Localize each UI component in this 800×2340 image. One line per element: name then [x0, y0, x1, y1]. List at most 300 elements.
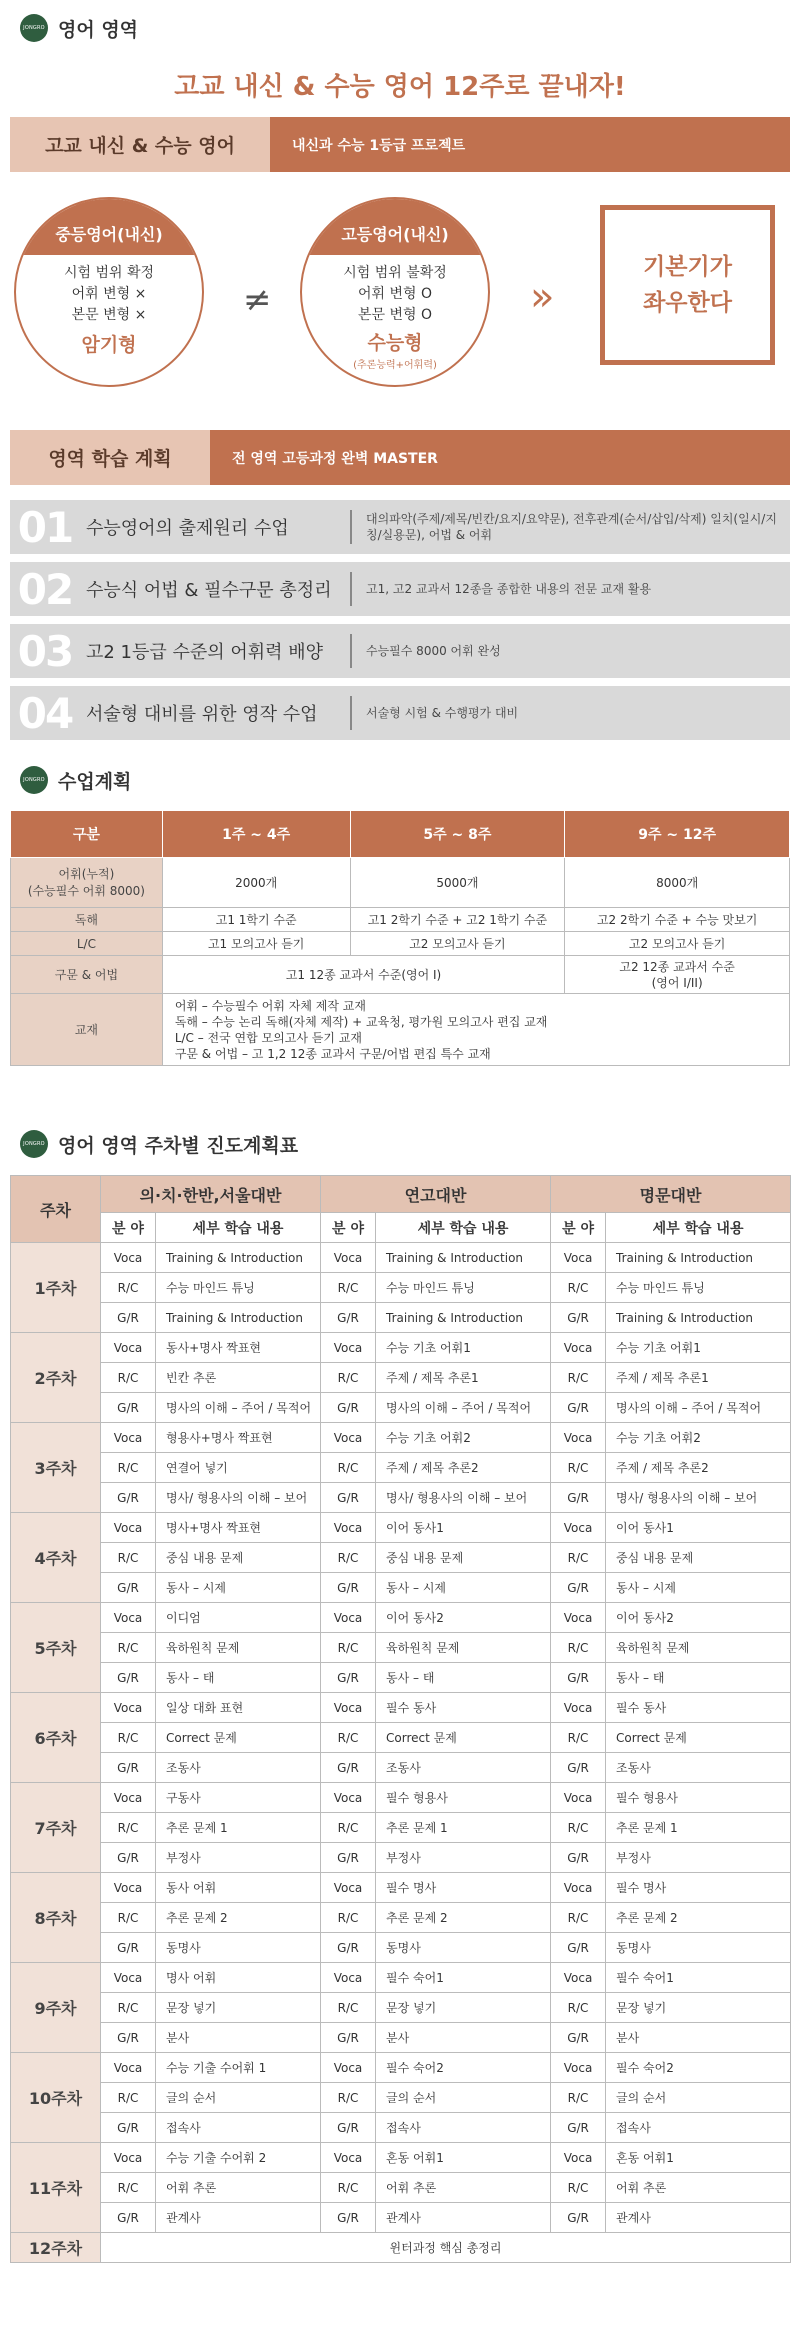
category-cell: Voca: [551, 1423, 606, 1453]
detail-cell: 추론 문제 2: [606, 1903, 791, 1933]
table-row: [11, 1933, 791, 1963]
high-school-circle: [300, 197, 490, 387]
table-row: [11, 2053, 791, 2083]
cell-line: 고2 12종 교과서 수준: [619, 959, 735, 974]
circle-subtext: (추론능력+어휘력): [353, 360, 437, 371]
detail-cell: 동명사: [376, 1933, 551, 1963]
circle-line: 시험 범위 불확정: [343, 265, 447, 281]
table-cell: 고1 12종 교과서 수준(영어 I): [162, 956, 564, 994]
section-title: 영어 영역: [58, 18, 139, 41]
detail-cell: 글의 순서: [606, 2083, 791, 2113]
detail-cell: 분사: [156, 2023, 321, 2053]
circle-type: 암기형: [81, 334, 137, 356]
category-cell: R/C: [321, 1363, 376, 1393]
table-row: [11, 2023, 791, 2053]
band-left-label: 영역 학습 계획: [10, 430, 210, 485]
category-cell: Voca: [101, 1243, 156, 1273]
table-row: [11, 1903, 791, 1933]
category-cell: G/R: [101, 1573, 156, 1603]
week-label: 6주차: [11, 1693, 101, 1783]
detail-cell: 명사의 이해 – 주어 / 목적어: [376, 1393, 551, 1423]
plan-item: [10, 562, 790, 616]
week-label: 5주차: [11, 1603, 101, 1693]
detail-cell: 주제 / 제목 추론2: [376, 1453, 551, 1483]
detail-cell: Training & Introduction: [376, 1303, 551, 1333]
table-cell: 2000개: [162, 858, 350, 908]
detail-cell: Correct 문제: [156, 1723, 321, 1753]
category-cell: G/R: [551, 1933, 606, 1963]
week-label: 3주차: [11, 1423, 101, 1513]
detail-cell: 수능 기출 수어휘 1: [156, 2053, 321, 2083]
plan-item-name: 수능식 어법 & 필수구문 총정리: [86, 580, 332, 601]
circle-line: 본문 변형 O: [357, 307, 433, 323]
detail-cell: 글의 순서: [156, 2083, 321, 2113]
category-cell: R/C: [321, 1543, 376, 1573]
detail-cell: 육하원칙 문제: [376, 1633, 551, 1663]
study-plan-band: [10, 430, 790, 485]
section-title: 수업계획: [58, 770, 132, 793]
detail-cell: 육하원칙 문제: [606, 1633, 791, 1663]
detail-cell: 혼동 어휘1: [376, 2143, 551, 2173]
detail-cell: 동사 – 태: [156, 1663, 321, 1693]
table-row: [11, 1723, 791, 1753]
detail-cell: 수능 기초 어휘2: [376, 1423, 551, 1453]
category-cell: G/R: [551, 1303, 606, 1333]
category-cell: G/R: [101, 1393, 156, 1423]
week-label: 9주차: [11, 1963, 101, 2053]
detail-cell: 주제 / 제목 추론2: [606, 1453, 791, 1483]
plan-item-desc: 대의파악(주제/제목/빈칸/요지/요약문), 전후관계(순서/삽입/삭제) 일치(일시/지칭/실용문), 어법 & 어휘: [366, 512, 777, 542]
category-cell: Voca: [321, 2143, 376, 2173]
plan-item-number: 04: [17, 688, 73, 738]
detail-cell: Training & Introduction: [606, 1243, 791, 1273]
table-cell: 고2 모의고사 듣기: [350, 932, 565, 956]
table-header: 9주 ~ 12주: [565, 811, 790, 858]
group-header: 연고대반: [321, 1176, 551, 1213]
category-cell: Voca: [551, 1603, 606, 1633]
detail-cell: 글의 순서: [376, 2083, 551, 2113]
plan-item: [10, 686, 790, 740]
category-cell: G/R: [551, 2113, 606, 2143]
category-cell: G/R: [321, 1573, 376, 1603]
week-label: 8주차: [11, 1873, 101, 1963]
category-cell: R/C: [101, 1993, 156, 2023]
table-row: [11, 2233, 791, 2263]
week-column-header: 주차: [11, 1176, 101, 1243]
circle-title: 고등영어(내신): [302, 199, 488, 255]
category-cell: Voca: [551, 1333, 606, 1363]
detail-cell: 이어 동사2: [376, 1603, 551, 1633]
detail-cell: Training & Introduction: [606, 1303, 791, 1333]
table-row: [11, 2113, 791, 2143]
double-chevron-icon: »: [530, 274, 547, 320]
detail-cell: 동명사: [156, 1933, 321, 1963]
section-header-weekly: [20, 1130, 298, 1158]
sub-header: 분 야: [101, 1213, 156, 1243]
detail-cell: Training & Introduction: [156, 1243, 321, 1273]
material-line: 구문 & 어법 – 고 1,2 12종 교과서 구문/어법 편집 특수 교재: [174, 1046, 491, 1061]
detail-cell: Training & Introduction: [156, 1303, 321, 1333]
category-cell: R/C: [551, 1363, 606, 1393]
category-cell: G/R: [321, 1393, 376, 1423]
table-cell: 고1 2학기 수준 + 고2 1학기 수준: [350, 908, 565, 932]
material-line: 어휘 – 수능필수 어휘 자체 제작 교재: [174, 998, 366, 1013]
category-cell: R/C: [551, 1543, 606, 1573]
table-row: [11, 1753, 791, 1783]
category-cell: Voca: [101, 1783, 156, 1813]
category-cell: G/R: [321, 1663, 376, 1693]
detail-cell: 어휘 추론: [376, 2173, 551, 2203]
category-cell: G/R: [551, 2203, 606, 2233]
detail-cell: 필수 명사: [376, 1873, 551, 1903]
category-cell: Voca: [101, 1963, 156, 1993]
table-row: [11, 1273, 791, 1303]
plan-item-number: 02: [17, 564, 73, 614]
table-row: [11, 1513, 791, 1543]
table-row: [11, 908, 790, 932]
week-label: 1주차: [11, 1243, 101, 1333]
category-cell: Voca: [101, 2053, 156, 2083]
page-title: 고교 내신 & 수능 영어 12주로 끝내자!: [174, 72, 626, 102]
detail-cell: Correct 문제: [606, 1723, 791, 1753]
table-row: [11, 1603, 791, 1633]
detail-cell: 동사 – 시제: [606, 1573, 791, 1603]
detail-cell: 혼동 어휘1: [606, 2143, 791, 2173]
row-header-line: (수능필수 어휘 8000): [27, 883, 145, 898]
plan-item-desc: 고1, 고2 교과서 12종을 종합한 내용의 전문 교재 활용: [366, 582, 652, 596]
circle-type: 수능형: [367, 332, 423, 354]
category-cell: R/C: [321, 1903, 376, 1933]
table-row: [11, 1813, 791, 1843]
table-cell: [565, 956, 790, 994]
logo-icon: JONGRO: [20, 766, 48, 794]
table-row: [11, 1303, 791, 1333]
category-cell: Voca: [321, 1513, 376, 1543]
detail-cell: 이어 동사1: [376, 1513, 551, 1543]
category-cell: Voca: [101, 1423, 156, 1453]
category-cell: Voca: [321, 1693, 376, 1723]
detail-cell: 부정사: [376, 1843, 551, 1873]
detail-cell: 필수 명사: [606, 1873, 791, 1903]
category-cell: R/C: [551, 2083, 606, 2113]
detail-cell: 필수 숙어1: [606, 1963, 791, 1993]
band-left-label: 고교 내신 & 수능 영어: [10, 117, 270, 172]
category-cell: Voca: [321, 1963, 376, 1993]
detail-cell: 동사 – 시제: [156, 1573, 321, 1603]
detail-cell: 동사 – 태: [606, 1663, 791, 1693]
detail-cell: 필수 형용사: [606, 1783, 791, 1813]
section-title: 영어 영역 주차별 진도계획표: [58, 1134, 299, 1157]
table-cell: 고1 모의고사 듣기: [162, 932, 350, 956]
detail-cell: 접속사: [376, 2113, 551, 2143]
category-cell: G/R: [551, 1843, 606, 1873]
detail-cell: 문장 넣기: [606, 1993, 791, 2023]
detail-cell: 추론 문제 1: [156, 1813, 321, 1843]
logo-icon: JONGRO: [20, 1130, 48, 1158]
table-row: [11, 1363, 791, 1393]
category-cell: Voca: [321, 1783, 376, 1813]
category-cell: Voca: [321, 1873, 376, 1903]
table-row: [11, 1333, 791, 1363]
category-cell: G/R: [101, 1483, 156, 1513]
detail-cell: 명사/ 형용사의 이해 – 보어: [156, 1483, 321, 1513]
category-cell: R/C: [321, 1273, 376, 1303]
table-header: 1주 ~ 4주: [162, 811, 350, 858]
detail-cell: 동명사: [606, 1933, 791, 1963]
table-row: [11, 2143, 791, 2173]
section-header-english: [20, 14, 138, 42]
detail-cell: 추론 문제 2: [376, 1903, 551, 1933]
category-cell: G/R: [551, 1663, 606, 1693]
category-cell: Voca: [551, 2143, 606, 2173]
table-cell: 고1 1학기 수준: [162, 908, 350, 932]
circle-line: 어휘 변형 ×: [71, 286, 147, 302]
logo-icon: JONGRO: [20, 14, 48, 42]
detail-cell: 필수 동사: [376, 1693, 551, 1723]
detail-cell: Correct 문제: [376, 1723, 551, 1753]
detail-cell: 명사의 이해 – 주어 / 목적어: [156, 1393, 321, 1423]
table-row: [11, 1453, 791, 1483]
row-header: L/C: [11, 932, 163, 956]
table-row: [11, 1663, 791, 1693]
detail-cell: 빈칸 추론: [156, 1363, 321, 1393]
detail-cell: 이어 동사1: [606, 1513, 791, 1543]
table-row: [11, 1243, 791, 1273]
plan-item: [10, 624, 790, 678]
table-cell: 고2 2학기 수준 + 수능 맛보기: [565, 908, 790, 932]
category-cell: R/C: [551, 1723, 606, 1753]
row-header: 교재: [11, 994, 163, 1066]
weekly-table-body: [11, 1243, 791, 2233]
category-cell: R/C: [551, 2173, 606, 2203]
table-header-row: [11, 811, 790, 858]
category-cell: Voca: [101, 1603, 156, 1633]
category-cell: Voca: [101, 1693, 156, 1723]
detail-cell: 필수 형용사: [376, 1783, 551, 1813]
category-cell: R/C: [321, 1993, 376, 2023]
detail-cell: 이어 동사2: [606, 1603, 791, 1633]
detail-cell: 명사/ 형용사의 이해 – 보어: [606, 1483, 791, 1513]
category-cell: R/C: [101, 2083, 156, 2113]
category-cell: R/C: [551, 1993, 606, 2023]
table-row: [11, 994, 790, 1066]
sub-header: 분 야: [551, 1213, 606, 1243]
category-cell: G/R: [551, 1483, 606, 1513]
table-cell: 5000개: [350, 858, 565, 908]
category-cell: Voca: [551, 1783, 606, 1813]
class-plan-table: [10, 810, 790, 1066]
category-cell: G/R: [321, 1483, 376, 1513]
category-cell: Voca: [321, 1603, 376, 1633]
week-label: 12주차: [11, 2233, 101, 2263]
table-row: [11, 1393, 791, 1423]
category-cell: Voca: [321, 2053, 376, 2083]
category-cell: Voca: [101, 1333, 156, 1363]
week-label: 10주차: [11, 2053, 101, 2143]
cell-line: (영어 I/II): [651, 975, 703, 990]
plan-item-number: 03: [17, 626, 73, 676]
detail-cell: 구동사: [156, 1783, 321, 1813]
detail-cell: 중심 내용 문제: [376, 1543, 551, 1573]
detail-cell: 어휘 추론: [156, 2173, 321, 2203]
category-cell: R/C: [321, 1813, 376, 1843]
category-cell: Voca: [551, 1873, 606, 1903]
material-line: L/C – 전국 연합 모의고사 듣기 교재: [174, 1030, 362, 1045]
band-right-label: 전 영역 고등과정 완벽 MASTER: [210, 430, 790, 485]
detail-cell: 수능 기출 수어휘 2: [156, 2143, 321, 2173]
category-cell: G/R: [321, 1843, 376, 1873]
table-row: [11, 1873, 791, 1903]
category-cell: G/R: [101, 1843, 156, 1873]
detail-cell: 필수 숙어2: [376, 2053, 551, 2083]
table-row: [11, 1843, 791, 1873]
category-cell: G/R: [101, 1933, 156, 1963]
final-week-cell: 윈터과정 핵심 총정리: [101, 2233, 791, 2263]
detail-cell: 이디엄: [156, 1603, 321, 1633]
key-line: 좌우한다: [643, 290, 732, 316]
table-row: [11, 2203, 791, 2233]
detail-cell: 수능 기초 어휘2: [606, 1423, 791, 1453]
detail-cell: 필수 동사: [606, 1693, 791, 1723]
detail-cell: 추론 문제 2: [156, 1903, 321, 1933]
category-cell: G/R: [101, 1753, 156, 1783]
week-label: 7주차: [11, 1783, 101, 1873]
detail-cell: 동사+명사 짝표현: [156, 1333, 321, 1363]
detail-cell: 명사/ 형용사의 이해 – 보어: [376, 1483, 551, 1513]
category-cell: Voca: [321, 1243, 376, 1273]
category-cell: G/R: [321, 2203, 376, 2233]
group-header: 명문대반: [551, 1176, 791, 1213]
detail-cell: 연결어 넣기: [156, 1453, 321, 1483]
category-cell: G/R: [321, 2023, 376, 2053]
detail-cell: 명사+명사 짝표현: [156, 1513, 321, 1543]
detail-cell: Training & Introduction: [376, 1243, 551, 1273]
table-row: [11, 1543, 791, 1573]
category-cell: R/C: [101, 1543, 156, 1573]
detail-cell: 어휘 추론: [606, 2173, 791, 2203]
circle-line: 본문 변형 ×: [71, 307, 147, 323]
table-row: [11, 1783, 791, 1813]
sub-header: 세부 학습 내용: [156, 1213, 321, 1243]
detail-cell: 필수 숙어1: [376, 1963, 551, 1993]
table-row: [11, 1483, 791, 1513]
category-cell: R/C: [101, 1633, 156, 1663]
category-cell: G/R: [551, 1393, 606, 1423]
detail-cell: 동사 어휘: [156, 1873, 321, 1903]
intro-band: [10, 117, 790, 172]
category-cell: R/C: [321, 1633, 376, 1663]
category-cell: R/C: [101, 1813, 156, 1843]
detail-cell: 수능 마인드 튜닝: [606, 1273, 791, 1303]
group-header: 의·치·한반,서울대반: [101, 1176, 321, 1213]
category-cell: R/C: [551, 1813, 606, 1843]
category-cell: R/C: [551, 1273, 606, 1303]
category-cell: Voca: [551, 2053, 606, 2083]
category-cell: G/R: [321, 1303, 376, 1333]
week-label: 2주차: [11, 1333, 101, 1423]
row-header: [11, 858, 163, 908]
category-cell: Voca: [551, 1963, 606, 1993]
circle-line: 시험 범위 확정: [63, 265, 155, 281]
detail-cell: 접속사: [606, 2113, 791, 2143]
detail-cell: 수능 마인드 튜닝: [156, 1273, 321, 1303]
category-cell: Voca: [551, 1243, 606, 1273]
category-cell: R/C: [101, 1453, 156, 1483]
table-row: [11, 956, 790, 994]
detail-cell: 문장 넣기: [376, 1993, 551, 2023]
table-row: [11, 1423, 791, 1453]
category-cell: G/R: [321, 1753, 376, 1783]
row-header: 독해: [11, 908, 163, 932]
plan-item-number: 01: [17, 502, 73, 552]
category-cell: G/R: [551, 2023, 606, 2053]
table-header: 5주 ~ 8주: [350, 811, 565, 858]
detail-cell: 수능 기초 어휘1: [376, 1333, 551, 1363]
detail-cell: 관계사: [606, 2203, 791, 2233]
detail-cell: 형용사+명사 짝표현: [156, 1423, 321, 1453]
category-cell: R/C: [101, 1723, 156, 1753]
detail-cell: 동사 – 태: [376, 1663, 551, 1693]
category-cell: G/R: [101, 2203, 156, 2233]
plan-item-name: 서술형 대비를 위한 영작 수업: [86, 704, 318, 725]
category-cell: G/R: [551, 1753, 606, 1783]
table-row: [11, 1963, 791, 1993]
band-right-label: 내신과 수능 1등급 프로젝트: [270, 117, 790, 172]
detail-cell: 조동사: [376, 1753, 551, 1783]
detail-cell: 일상 대화 표현: [156, 1693, 321, 1723]
category-cell: Voca: [321, 1333, 376, 1363]
circle-line: 어휘 변형 O: [357, 286, 433, 302]
category-cell: G/R: [551, 1573, 606, 1603]
detail-cell: 추론 문제 1: [376, 1813, 551, 1843]
table-header: 구분: [11, 811, 163, 858]
table-cell: 고2 모의고사 듣기: [565, 932, 790, 956]
table-row: [11, 1633, 791, 1663]
table-row: [11, 2083, 791, 2113]
category-cell: G/R: [101, 1303, 156, 1333]
row-header: 구문 & 어법: [11, 956, 163, 994]
category-cell: R/C: [101, 1903, 156, 1933]
section-header-class-plan: [20, 766, 131, 794]
detail-cell: 명사 어휘: [156, 1963, 321, 1993]
category-cell: R/C: [321, 2173, 376, 2203]
plan-item-desc: 수능필수 8000 어휘 완성: [366, 644, 501, 658]
category-cell: R/C: [321, 2083, 376, 2113]
row-header-line: 어휘(누적): [58, 866, 115, 881]
table-row: [11, 1993, 791, 2023]
category-cell: R/C: [551, 1903, 606, 1933]
table-row: [11, 1573, 791, 1603]
detail-cell: 중심 내용 문제: [606, 1543, 791, 1573]
category-cell: Voca: [321, 1423, 376, 1453]
category-cell: Voca: [551, 1513, 606, 1543]
category-cell: Voca: [101, 1513, 156, 1543]
detail-cell: 접속사: [156, 2113, 321, 2143]
category-cell: G/R: [321, 1933, 376, 1963]
detail-cell: 부정사: [156, 1843, 321, 1873]
detail-cell: 수능 기초 어휘1: [606, 1333, 791, 1363]
category-cell: G/R: [101, 1663, 156, 1693]
table-row: [11, 2173, 791, 2203]
detail-cell: 필수 숙어2: [606, 2053, 791, 2083]
detail-cell: 중심 내용 문제: [156, 1543, 321, 1573]
category-cell: R/C: [321, 1723, 376, 1753]
detail-cell: 조동사: [156, 1753, 321, 1783]
category-cell: R/C: [551, 1633, 606, 1663]
detail-cell: 육하원칙 문제: [156, 1633, 321, 1663]
category-cell: R/C: [101, 1363, 156, 1393]
detail-cell: 주제 / 제목 추론1: [606, 1363, 791, 1393]
